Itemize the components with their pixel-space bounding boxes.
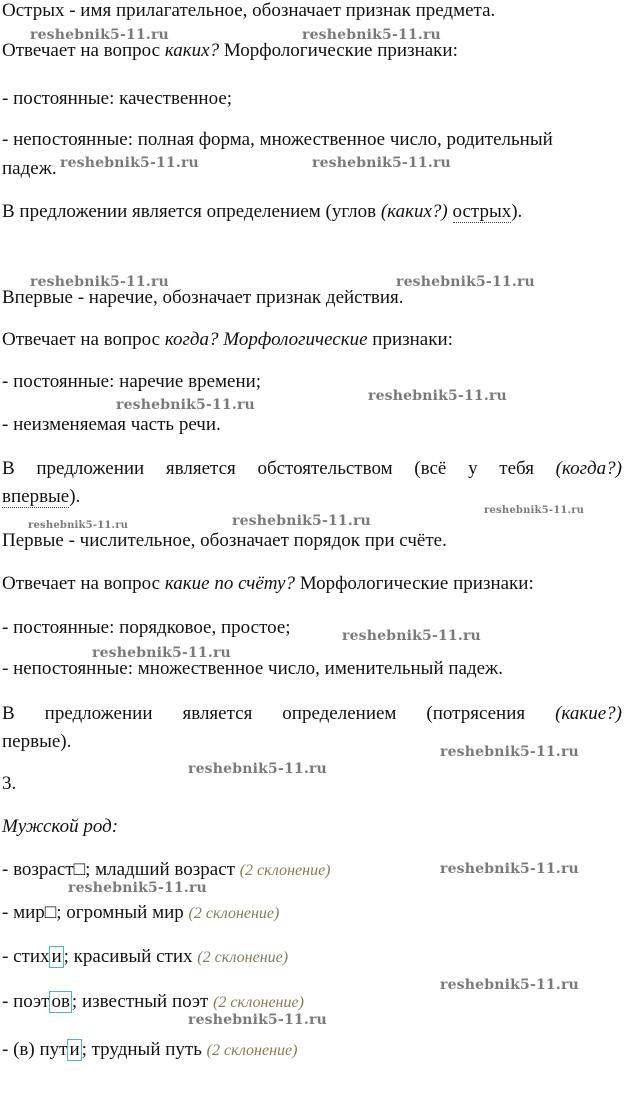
text-line: В предложении является определением (потрясения (какие?)	[2, 703, 622, 724]
text-line: - постоянные: наречие времени;	[2, 371, 262, 392]
text-line: Отвечает на вопрос когда? Морфологические признаки:	[2, 329, 453, 350]
ending-box: и	[51, 946, 62, 967]
watermark: reshebnik5-11.ru	[28, 520, 129, 531]
text-line: падеж.	[2, 158, 57, 179]
ending-box: и	[69, 1039, 80, 1060]
list-item: - (в) пут и ; трудный путь (2 склонение)	[2, 1039, 298, 1060]
text-line: - непостоянные: полная форма, множественное число, родительный	[2, 129, 553, 150]
watermark: reshebnik5-11.ru	[188, 1012, 327, 1028]
text-line: В предложении является обстоятельством (всё у тебя (когда?)	[2, 458, 622, 479]
text-line: В предложении является определением (углов (каких?) острых).	[2, 201, 523, 222]
watermark: reshebnik5-11.ru	[188, 761, 327, 777]
watermark: reshebnik5-11.ru	[440, 977, 579, 993]
watermark: reshebnik5-11.ru	[440, 744, 579, 760]
watermark: reshebnik5-11.ru	[440, 861, 579, 877]
text-line: Отвечает на вопрос какие по счёту? Морфологические признаки:	[2, 573, 534, 594]
list-item: - поэт ов ; известный поэт (2 склонение)	[2, 991, 304, 1012]
watermark: reshebnik5-11.ru	[116, 397, 255, 413]
list-item: - стих и ; красивый стих (2 склонение)	[2, 946, 289, 967]
ending-box: ов	[51, 991, 70, 1012]
watermark: reshebnik5-11.ru	[484, 505, 585, 516]
text-line: Первые - числительное, обозначает порядок при счёте.	[2, 530, 447, 551]
watermark: reshebnik5-11.ru	[342, 628, 481, 644]
watermark: reshebnik5-11.ru	[368, 388, 507, 404]
watermark: reshebnik5-11.ru	[30, 27, 169, 43]
text-line: - постоянные: качественное;	[2, 88, 233, 109]
section-number: 3.	[2, 773, 17, 794]
list-item: - возраст□; младший возраст (2 склонение)	[2, 859, 331, 880]
section-heading: Мужской род:	[2, 816, 119, 837]
text-line: - неизменяемая часть речи.	[2, 414, 221, 435]
watermark: reshebnik5-11.ru	[302, 27, 441, 43]
list-item: - мир□; огромный мир (2 склонение)	[2, 902, 280, 923]
text-line: - постоянные: порядковое, простое;	[2, 617, 291, 638]
text-line: первые).	[2, 731, 72, 752]
text-line: Отвечает на вопрос каких? Морфологические признаки:	[2, 40, 458, 61]
text-line: - непостоянные: множественное число, именительный падеж.	[2, 658, 503, 679]
watermark: reshebnik5-11.ru	[68, 880, 207, 896]
text-line: впервые).	[2, 486, 81, 507]
watermark: reshebnik5-11.ru	[30, 274, 169, 290]
watermark: reshebnik5-11.ru	[396, 274, 535, 290]
watermark: reshebnik5-11.ru	[60, 155, 199, 171]
text-line: Впервые - наречие, обозначает признак действия.	[2, 287, 404, 308]
watermark: reshebnik5-11.ru	[92, 645, 231, 661]
watermark: reshebnik5-11.ru	[232, 513, 371, 529]
text-line: Острых - имя прилагательное, обозначает признак предмета.	[2, 0, 496, 21]
watermark: reshebnik5-11.ru	[312, 155, 451, 171]
